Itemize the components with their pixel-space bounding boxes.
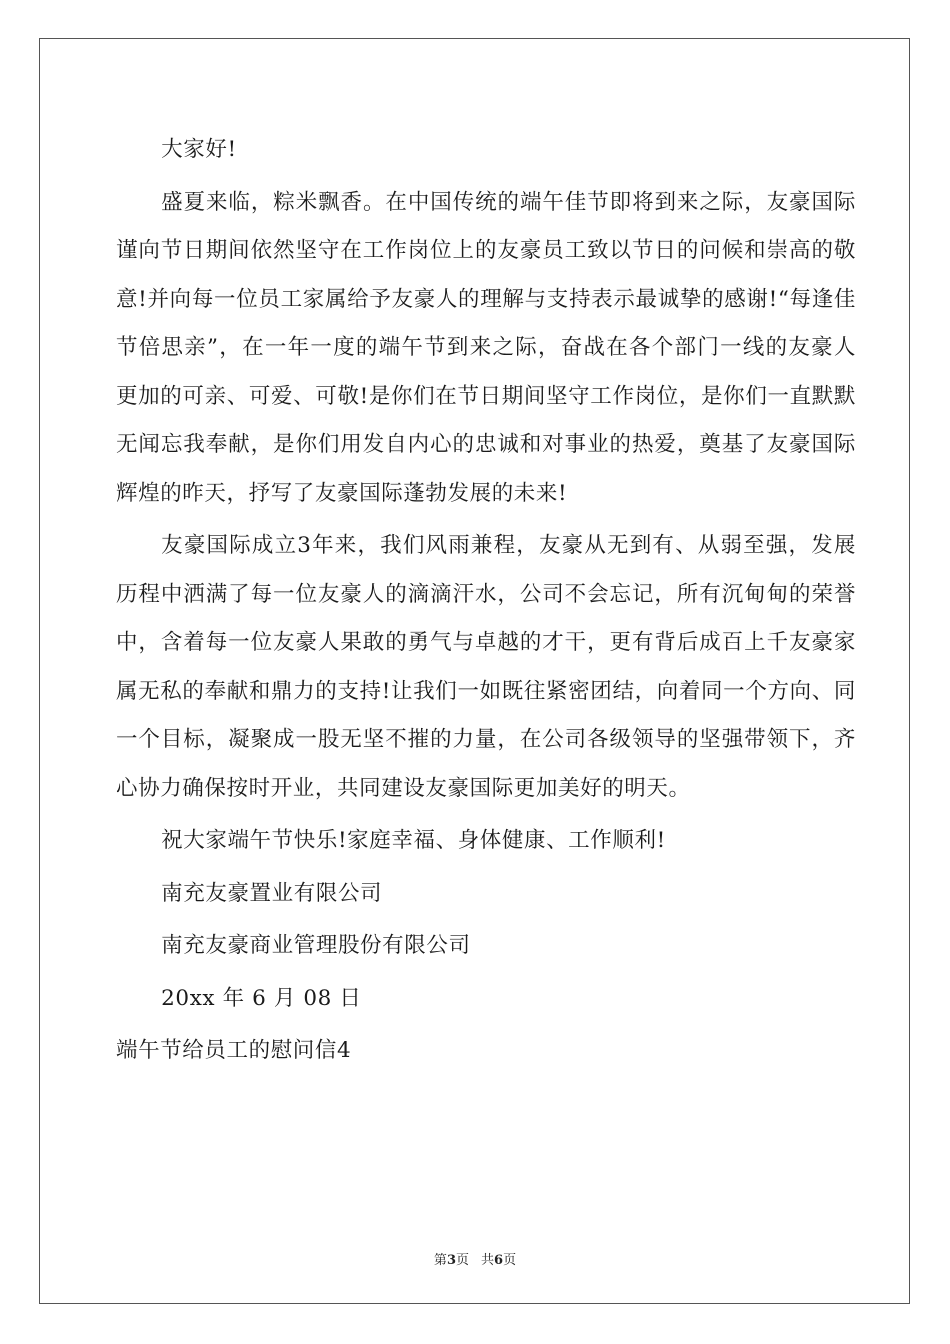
letter-date: 20xx 年 6 月 08 日: [161, 985, 362, 1011]
signature-company-2: 南充友豪商业管理股份有限公司: [161, 933, 471, 958]
total-prefix: 共: [481, 1253, 495, 1268]
signature-company-1: 南充友豪置业有限公司: [161, 880, 383, 906]
greeting: 大家好!: [161, 137, 237, 162]
total-suffix: 页: [503, 1253, 517, 1268]
page-current-number: 3: [446, 1253, 456, 1268]
page-total-number: 6: [494, 1253, 504, 1268]
paragraph-holiday-greeting: 盛夏来临，粽米飘香。在中国传统的端午佳节即将到来之际，友豪国际谨向节日期间依然坚守在工作岗位上的友豪员工致以节日的问候和崇高的敬意!并向每一位员工家属给予友豪人的理解与支持表示最诚挚的感谢!“每逢佳节倍思亲”，在一年一度的端午节到来之际，奋战在各个部门一线的友豪人更加的可亲、可爱、可敬!是你们在节日期间坚守工作岗位，是你们一直默默无闻忘我奉献，是你们用发自内心的忠诚和对事业的热爱，奠基了友豪国际辉煌的昨天，抒写了友豪国际蓬勃发展的未来!: [116, 189, 856, 506]
page-suffix: 页: [455, 1253, 469, 1268]
page-prefix: 第: [433, 1253, 447, 1268]
closing-wishes: 祝大家端午节快乐!家庭幸福、身体健康、工作顺利!: [161, 828, 666, 853]
next-section-title: 端午节给员工的慰问信4: [116, 1038, 352, 1063]
paragraph-company-history: 友豪国际成立3年来，我们风雨兼程，友豪从无到有、从弱至强，发展历程中洒满了每一位友豪人的滴滴汗水，公司不会忘记，所有沉甸甸的荣誉中，含着每一位友豪人果敢的勇气与卓越的才干，更有背后成百上千友豪家属无私的奉献和鼎力的支持!让我们一如既往紧密团结，向着同一个方向、同一个目标，凝聚成一股无坚不摧的力量，在公司各级领导的坚强带领下，齐心协力确保按时开业，共同建设友豪国际更加美好的明天。: [116, 533, 856, 801]
letter-body: [116, 126, 856, 1076]
page-footer: [0, 1249, 950, 1268]
